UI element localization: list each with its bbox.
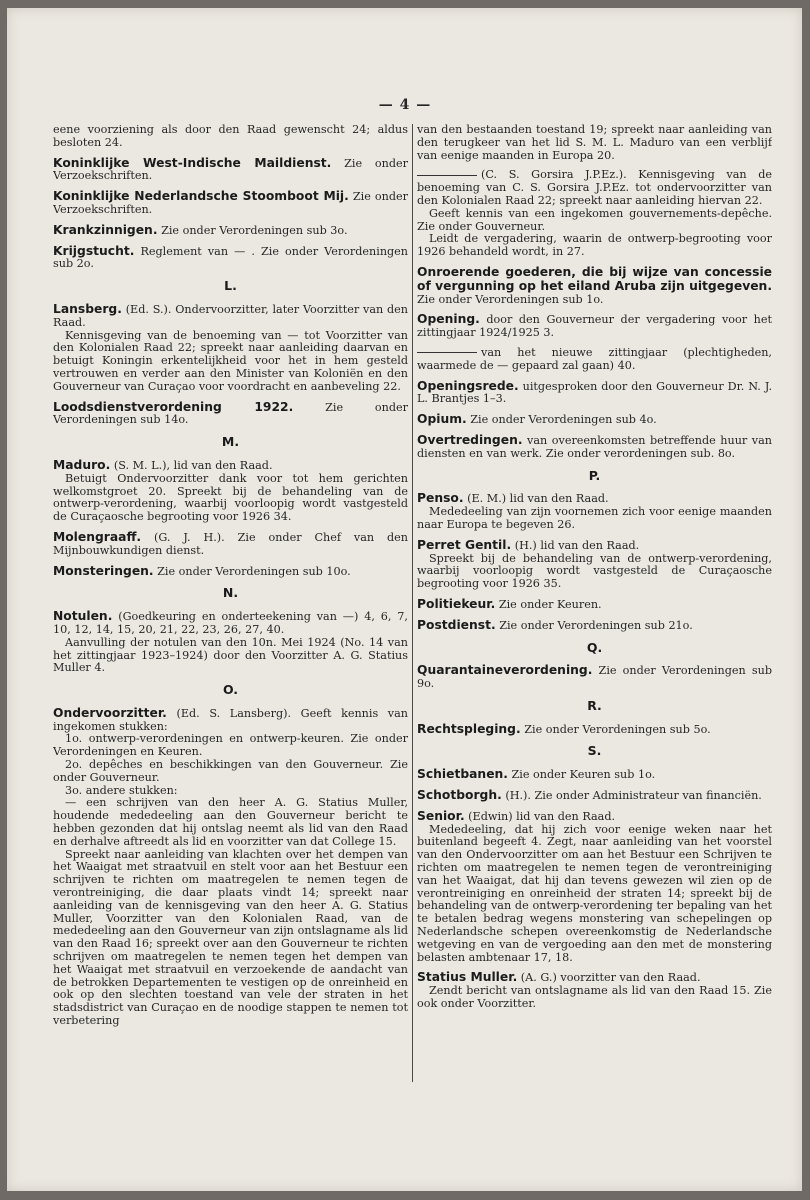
entry-heading: Senior . — [417, 809, 465, 823]
index-entry — [53, 245, 408, 272]
entry-text: Reglement van — . Zie onder Verordeningen sub 2o. — [53, 244, 408, 271]
entry-heading: Maduro . — [53, 458, 110, 472]
left-column — [53, 124, 408, 1184]
index-entry — [417, 380, 772, 407]
entry-text: Zie onder Keuren. — [498, 597, 602, 611]
entry-heading: Opium . — [417, 412, 467, 426]
right-column — [417, 124, 772, 1184]
entry-text: Zie onder Verordeningen sub 21o. — [499, 618, 693, 632]
entry-text: (H.) lid van den Raad. — [514, 538, 640, 552]
entry-text: (G. J. H.). Zie onder Chef van den Mijnbouwkundigen dienst. — [53, 530, 408, 557]
entry-heading: Opening . — [417, 312, 480, 326]
entry-text: Zie onder Verordeningen sub 5o. — [524, 722, 711, 736]
index-entry — [53, 531, 408, 558]
entry-text: door den Gouverneur der vergadering voor het zittingjaar 1924/1925 3. — [417, 313, 772, 340]
entry-paragraph: Spreekt naar aanleiding van klachten over het dempen van het Waaigat met straatvuil en stelt voor aan het Bestuur een schrijven te richten om maatregelen te nemen tegen de verontreiniging, die daar plaats vindt 14; spreekt naar aanleiding van de kennisgeving van den heer A. G. Statius Muller, Voorzitter van den Kolonialen Raad, van de mededeeling aan den Gouverneur van zijn ontslagname als lid van den Raad 16; spreekt over aan den Gouverneur te richten schrijven om maatregelen te nemen tegen het dempen van het Waaigat met straatvuil en verzoekende de aandacht van de betrokken Departementen te vestigen op de onreinheid en ook op den slechten toestand van vele der straten in het stadsdistrict van Curaçao en de noodige stappen te nemen tot verbetering — [53, 847, 408, 1028]
entry-heading: Loodsdienstverordening 1922 . — [53, 400, 293, 414]
repeat-dash — [417, 352, 477, 353]
entry-heading: Overtredingen . — [417, 433, 523, 447]
index-entry — [417, 347, 772, 373]
entry-paragraph: 1o. ontwerp-verordeningen en ontwerp-keuren. Zie onder Verordeningen en Keuren. — [53, 732, 408, 759]
column-divider — [412, 124, 413, 1082]
index-entry — [53, 224, 408, 238]
entry-text: (A. G.) voorzitter van den Raad. — [520, 971, 701, 985]
entry-text: Zie onder Verordeningen sub 14o. — [53, 400, 408, 427]
index-entry — [417, 810, 772, 965]
index-entry — [53, 565, 408, 579]
index-entry — [417, 124, 772, 162]
entry-paragraph: 3o. andere stukken: — [65, 783, 178, 797]
entry-heading: Lansberg . — [53, 302, 122, 316]
entry-text: (Ed. S.). Ondervoorzitter, later Voorzitter van den Raad. — [53, 302, 408, 329]
section-letter: N. — [222, 585, 239, 601]
index-entry — [53, 303, 408, 394]
index-entry — [417, 789, 772, 803]
index-entry — [53, 707, 408, 1028]
index-entry — [417, 664, 772, 691]
entry-text: (H.). Zie onder Administrateur van financiën. — [505, 789, 762, 803]
entry-heading: Openingsrede . — [417, 379, 519, 393]
entry-heading: Onroerende goederen, die bij wijze van concessie of vergunning op het eiland Aruba zijn uitgegeven . — [417, 265, 772, 293]
entry-paragraph: Kennisgeving van de benoeming van — tot Voorzitter van den Kolonialen Raad 22; spreekt naar aanleiding daarvan en betuigt Koningin erkentelijkheid voor het in hem gesteld vertrouwen en verder aan den Minister van Koloniën en den Gouverneur van Curaçao voor voordracht en aanbeveling 22. — [53, 328, 408, 393]
index-entry — [417, 723, 772, 737]
entry-text: Zie onder Verordeningen sub 10o. — [157, 564, 351, 578]
entry-paragraph: Aanvulling der notulen van den 10n. Mei 1924 (No. 14 van het zittingjaar 1923–1924) door den Voorzitter A. G. Statius Muller 4. — [53, 635, 408, 675]
entry-text: Zie onder Verordeningen sub 1o. — [417, 292, 604, 306]
index-entry — [417, 492, 772, 531]
entry-paragraph: Spreekt bij de behandeling van de ontwerp-verordening, waarbij voorloopig wordt vastgesteld de Curaçaosche begrooting voor 1926 35. — [417, 551, 772, 591]
entry-paragraph: Geeft kennis van een ingekomen gouvernements-depêche. Zie onder Gouverneur. — [417, 206, 772, 233]
entry-heading: Rechtspleging . — [417, 722, 521, 736]
index-entry — [417, 768, 772, 782]
entry-heading: Postdienst . — [417, 618, 496, 632]
entry-paragraph: Mededeeling van zijn voornemen zich voor eenige maanden naar Europa te begeven 26. — [417, 505, 772, 531]
index-entry — [53, 459, 408, 524]
entry-heading: Ondervoorzitter . — [53, 706, 167, 720]
entry-text: (Edwin) lid van den Raad. — [468, 809, 616, 823]
entry-heading: Penso . — [417, 491, 464, 505]
section-letter: S. — [587, 743, 602, 759]
index-entry — [417, 313, 772, 340]
entry-paragraph: Betuigt Ondervoorzitter dank voor tot hem gerichten welkomstgroet 20. Spreekt bij de behandeling van de ontwerp-verordening, waarbij voorloopig wordt vastgesteld de Curaçaosche begrooting voor 1926 34. — [53, 471, 408, 524]
section-letter: O. — [222, 682, 239, 698]
entry-text: Zie onder Verordeningen sub 3o. — [161, 223, 348, 237]
entry-heading: Perret Gentil . — [417, 538, 511, 552]
index-entry — [417, 619, 772, 633]
section-letter: L. — [224, 278, 237, 294]
index-entry — [53, 190, 408, 217]
entry-heading: Monsteringen . — [53, 564, 154, 578]
entry-heading: Krankzinnigen . — [53, 223, 158, 237]
entry-heading: Politiekeur . — [417, 597, 495, 611]
section-letter: M. — [221, 434, 240, 450]
entry-paragraph: 2o. depêches en beschikkingen van den Gouverneur. Zie onder Gouverneur. — [53, 758, 408, 784]
entry-heading: Koninklijke West-Indische Maildienst . — [53, 156, 331, 170]
section-letter: P. — [588, 467, 601, 483]
index-entry — [417, 413, 772, 427]
index-entry — [417, 598, 772, 612]
entry-text: Zie onder Verzoekschriften. — [53, 156, 408, 183]
entry-text: Zie onder Verzoekschriften. — [53, 190, 408, 216]
entry-text: Zie onder Keuren sub 1o. — [511, 768, 656, 782]
section-letter: Q. — [586, 639, 603, 655]
entry-paragraph: Mededeeling, dat hij zich voor eenige weken naar het buitenland begeeft 4. Zegt, naar aanleiding van het voorstel van den Ondervoorzitter om aan het Bestuur een Schrijven te richten om maatregelen te nemen tegen de verontreiniging van het Waaigat, dat hij dan tevens gewezen wil zien op de verontreiniging en onreinheid der straten 14; spreekt bij de behandeling van de ontwerp-verordening ter bepaling van het te betalen bedrag wegens monstering van schepelingen op Nederlandsche schepen overeenkomstig de Nederlandsche wetgeving en van de vergoeding aan den met de monstering belasten ambtenaar 17, 18. — [417, 822, 772, 964]
entry-text: (C. S. Gorsira J.P.Ez.). Kennisgeving van de benoeming van C. S. Gorsira J.P.Ez. tot ondervoorzitter van den Kolonialen Raad 22; spreekt naar aanleiding hiervan 22. — [417, 168, 772, 207]
entry-text: (Goedkeuring en onderteekening van —) 4, 6, 7, 10, 12, 14, 15, 20, 21, 22, 23, 26, 27, 40. — [53, 610, 408, 636]
section-letter: R. — [587, 697, 602, 713]
entry-heading: Schietbanen . — [417, 767, 508, 781]
entry-text: van den bestaanden toestand 19; spreekt naar aanleiding van den terugkeer van het lid S. M. L. Maduro van een verblijf van eenige maanden in Europa 20. — [417, 124, 772, 162]
entry-heading: Notulen . — [53, 609, 112, 623]
repeat-dash — [417, 175, 477, 176]
entry-text: eene voorziening als door den Raad gewenscht 24; aldus besloten 24. — [53, 124, 408, 149]
index-entry — [53, 610, 408, 675]
index-entry — [53, 157, 408, 184]
entry-heading: Koninklijke Nederlandsche Stoomboot Mij . — [53, 189, 349, 203]
index-entry — [417, 971, 772, 1010]
entry-text: Zie onder Verordeningen sub 9o. — [417, 664, 772, 691]
entry-heading: Quarantaineverordening . — [417, 663, 592, 677]
index-entry — [417, 266, 772, 306]
entry-text: (S. M. L.), lid van den Raad. — [113, 458, 273, 472]
index-entry — [53, 401, 408, 428]
entry-heading: Molengraaff . — [53, 530, 141, 544]
entry-text: (Ed. S. Lansberg). Geeft kennis van ingekomen stukken: — [53, 706, 408, 733]
index-entry — [417, 169, 772, 259]
entry-heading: Statius Muller . — [417, 970, 517, 984]
entry-paragraph: — een schrijven van den heer A. G. Statius Muller, houdende mededeeling aan den Gouverneur bericht te hebben gezonden dat hij ontslag neemt als lid van den Raad en derhalve aftreedt als lid en voorzitter van dat College 15. — [53, 796, 408, 848]
entry-heading: Krijgstucht . — [53, 244, 134, 258]
entry-text: (E. M.) lid van den Raad. — [467, 492, 609, 506]
entry-text: uitgesproken door den Gouverneur Dr. N. J. L. Brantjes 1–3. — [417, 379, 772, 406]
entry-heading: Schotborgh . — [417, 788, 502, 802]
index-entry — [417, 434, 772, 461]
entry-text: van overeenkomsten betreffende huur van diensten en van werk. Zie onder verordeningen sub. 8o. — [417, 433, 772, 460]
entry-text: van het nieuwe zittingjaar (plechtigheden, waarmede de — gepaard zal gaan) 40. — [417, 345, 772, 372]
entry-paragraph: Leidt de vergadering, waarin de ontwerp-begrooting voor 1926 behandeld wordt, in 27. — [417, 232, 772, 259]
index-entry — [53, 124, 408, 150]
entry-text: Zie onder Verordeningen sub 4o. — [470, 413, 657, 427]
entry-paragraph: Zendt bericht van ontslagname als lid van den Raad 15. Zie ook onder Voorzitter. — [417, 984, 772, 1011]
index-entry — [417, 539, 772, 591]
page-number: — 4 — — [378, 97, 432, 113]
